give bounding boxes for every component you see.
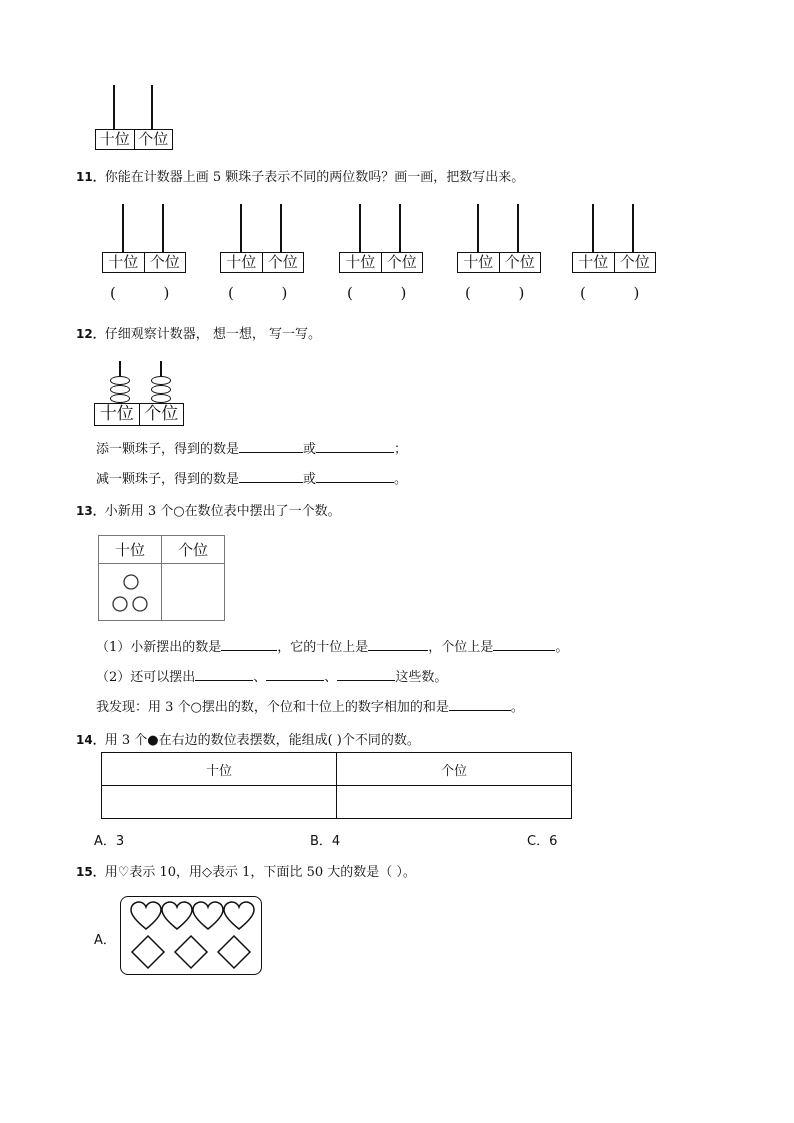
ones-header: 个位	[162, 536, 225, 564]
abacus-bead	[110, 376, 130, 385]
answer-blank[interactable]	[266, 668, 324, 681]
ones-cell	[162, 564, 225, 621]
ones-label: 个位	[381, 253, 423, 272]
option-c[interactable]: C．6	[527, 834, 558, 849]
circle-token	[124, 575, 138, 589]
question-15	[76, 861, 416, 880]
abacus-rod	[113, 85, 115, 130]
abacus-rod	[162, 204, 164, 252]
tens-label: 十位	[99, 130, 130, 148]
heart-diamond-figure	[121, 897, 261, 974]
abacus-rod	[240, 204, 242, 252]
question-text: 仔细观察计数器， 想一想， 写一写。	[104, 327, 321, 342]
answer-blank[interactable]	[449, 698, 511, 711]
q13-place-value-table	[98, 535, 225, 621]
q13-sub1: （1）小新摆出的数是 ，它的十位上是 ，个位上是 。	[96, 640, 569, 655]
ones-header: 个位	[337, 753, 572, 786]
q13-discovery: 我发现：用 3 个○摆出的数，个位和十位上的数字相加的和是 。	[96, 700, 524, 715]
diamond-icon	[132, 936, 164, 968]
question-11	[76, 166, 524, 185]
answer-blank[interactable]	[195, 668, 253, 681]
answer-parentheses[interactable]: ( )	[228, 284, 288, 302]
q13-sub2: （2）还可以摆出 、 、 这些数。	[96, 670, 448, 685]
diamond-icon	[175, 936, 207, 968]
answer-parentheses[interactable]: ( )	[580, 284, 640, 302]
tens-header: 十位	[99, 536, 162, 564]
tens-label: 十位	[463, 253, 494, 271]
tens-cell	[99, 564, 162, 621]
tens-label: 十位	[108, 253, 139, 271]
q12-add-line: 添一颗珠子，得到的数是 或 ；	[96, 442, 408, 457]
abacus-bead	[151, 376, 171, 385]
answer-blank[interactable]	[337, 668, 395, 681]
option-a[interactable]: A．3	[94, 834, 125, 849]
circle-tokens	[100, 565, 160, 619]
abacus-rod	[399, 204, 401, 252]
answer-blank[interactable]	[493, 638, 555, 651]
question-text: 小新用 3 个○在数位表中摆出了一个数。	[104, 504, 341, 519]
abacus-place-label	[339, 252, 423, 273]
abacus-place-label	[457, 252, 541, 273]
abacus-place-label	[220, 252, 304, 273]
ones-label: 个位	[499, 253, 541, 272]
abacus-rod	[151, 85, 153, 130]
answer-blank[interactable]	[316, 440, 394, 453]
question-number: 14．	[76, 733, 105, 747]
tens-label: 十位	[578, 253, 609, 271]
question-text: 你能在计数器上画 5 颗珠子表示不同的两位数吗？画一画，把数写出来。	[104, 170, 525, 185]
heart-icon	[193, 902, 223, 929]
abacus-rod	[477, 204, 479, 252]
diamond-icon	[218, 936, 250, 968]
answer-parentheses[interactable]: ( )	[110, 284, 170, 302]
tens-label: 十位	[226, 253, 257, 271]
abacus-rod	[632, 204, 634, 252]
abacus-place-label	[94, 403, 184, 426]
abacus-place-label	[95, 129, 173, 150]
abacus-rod	[280, 204, 282, 252]
q12-subtract-line: 减一颗珠子，得到的数是 或 。	[96, 472, 408, 487]
abacus-bead	[151, 394, 171, 403]
ones-label: 个位	[134, 130, 173, 149]
answer-blank[interactable]	[221, 638, 277, 651]
answer-parentheses[interactable]: ( )	[347, 284, 407, 302]
heart-icon	[131, 902, 161, 929]
abacus-rod	[122, 204, 124, 252]
question-14	[76, 729, 420, 748]
question-text: 用 3 个●在右边的数位表摆数，能组成( )个不同的数。	[104, 733, 420, 748]
heart-icon	[224, 902, 254, 929]
option-a-figure[interactable]	[120, 896, 262, 975]
question-number: 12．	[76, 327, 105, 341]
ones-label: 个位	[144, 253, 186, 272]
abacus-bead	[151, 385, 171, 394]
question-number: 13．	[76, 504, 105, 518]
ones-label: 个位	[262, 253, 304, 272]
ones-cell	[337, 786, 572, 819]
question-12	[76, 323, 321, 342]
answer-blank[interactable]	[239, 470, 303, 483]
answer-blank[interactable]	[316, 470, 394, 483]
answer-parentheses[interactable]: ( )	[465, 284, 525, 302]
question-number: 11．	[76, 170, 105, 184]
circle-token	[133, 597, 147, 611]
answer-blank[interactable]	[368, 638, 428, 651]
abacus-rod	[359, 204, 361, 252]
abacus-place-label	[102, 252, 186, 273]
abacus-rod	[592, 204, 594, 252]
option-b[interactable]: B．4	[310, 834, 341, 849]
tens-label: 十位	[99, 404, 134, 424]
question-13	[76, 500, 341, 519]
question-text: 用♡表示 10，用◇表示 1，下面比 50 大的数是（ ）。	[104, 865, 416, 880]
q14-place-value-table	[101, 752, 572, 819]
answer-blank[interactable]	[239, 440, 303, 453]
question-number: 15．	[76, 865, 105, 879]
ones-label: 个位	[614, 253, 656, 272]
tens-cell	[102, 786, 337, 819]
tens-label: 十位	[345, 253, 376, 271]
ones-label: 个位	[139, 404, 184, 425]
tens-header: 十位	[102, 753, 337, 786]
option-a-label[interactable]: A．	[94, 933, 116, 948]
heart-icon	[162, 902, 192, 929]
abacus-rod	[517, 204, 519, 252]
abacus-place-label	[572, 252, 656, 273]
abacus-bead	[110, 385, 130, 394]
abacus-bead	[110, 394, 130, 403]
circle-token	[113, 597, 127, 611]
